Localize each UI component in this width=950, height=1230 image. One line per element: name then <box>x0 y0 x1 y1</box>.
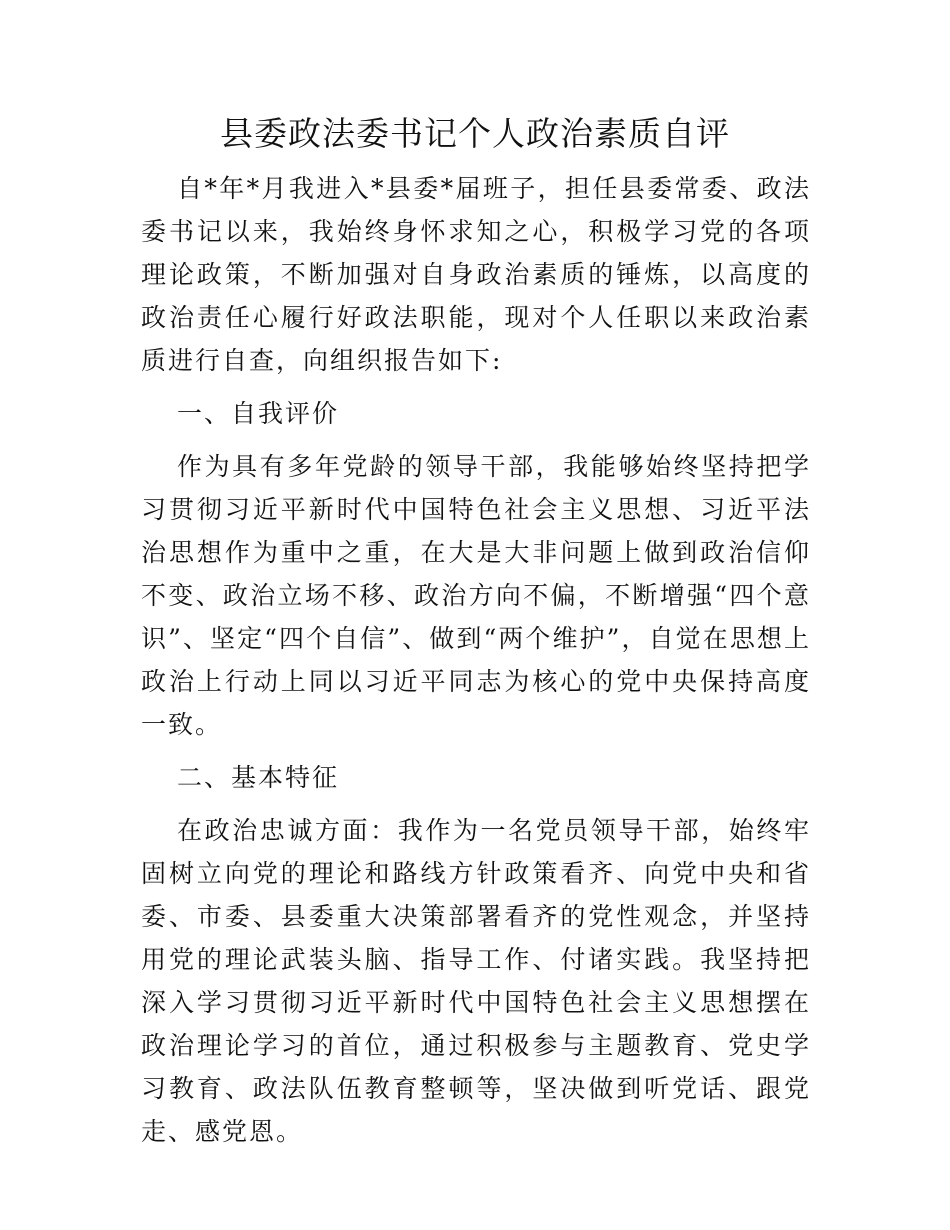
document-body <box>141 167 811 1153</box>
section-heading-basic-features: 二、基本特征 <box>177 763 340 792</box>
intro-paragraph: 自*年*月我进入*县委*届班子，担任县委常委、政法委书记以来，我始终身怀求知之心，积极学习党的各项理论政策，不断加强对自身政治素质的锤炼，以高度的政治责任心履行好政法职能，现对个人任职以来政治素质进行自查，向组织报告如下: <box>141 174 811 375</box>
document-title: 县委政法委书记个人政治素质自评 <box>220 114 730 153</box>
political-loyalty-paragraph: 在政治忠诚方面：我作为一名党员领导干部，始终牢固树立向党的理论和路线方针政策看齐、向党中央和省委、市委、县委重大决策部署看齐的党性观念，并坚持用党的理论武装头脑、指导工作、付诸实践。我坚持把深入学习贯彻习近平新时代中国特色社会主义思想摆在政治理论学习的首位，通过积极参与主题教育、党史学习教育、政法队伍教育整顿等，坚决做到听党话、跟党走、感党恩。 <box>141 816 811 1146</box>
section-heading-self-evaluation: 一、自我评价 <box>177 399 340 428</box>
self-evaluation-paragraph: 作为具有多年党龄的领导干部，我能够始终坚持把学习贯彻习近平新时代中国特色社会主义思想、习近平法治思想作为重中之重，在大是大非问题上做到政治信仰不变、政治立场不移、政治方向不偏，不断增强“四个意识”、坚定“四个自信”、做到“两个维护”，自觉在思想上政治上行动上同以习近平同志为核心的党中央保持高度一致。 <box>141 452 811 739</box>
